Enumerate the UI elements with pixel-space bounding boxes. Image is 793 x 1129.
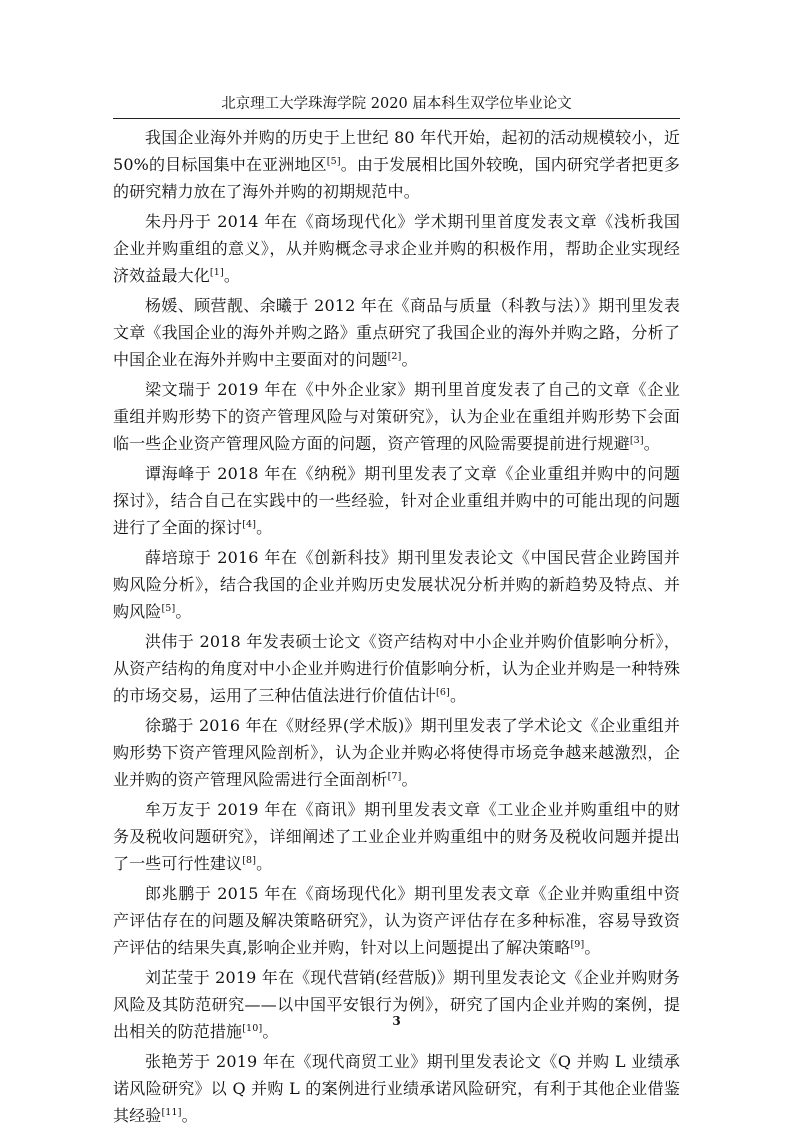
paragraph-text: 洪伟于 2018 年发表硕士论文《资产结构对中小企业并购价值影响分析》，从资产结构的角度对中小企业并购进行价值影响分析，认为企业并购是一种特殊的市场交易，运用了三种估值法进行价值估计 bbox=[113, 632, 680, 705]
citation-ref: [4] bbox=[242, 519, 257, 530]
paragraph-tail: 。由于发展相比国外较晚，国内研究学者把更多的研究精力放在了海外并购的初期规范中。 bbox=[113, 155, 680, 201]
paragraph-tail: 。 bbox=[584, 938, 601, 957]
paragraph-text: 牟万友于 2019 年在《商讯》期刊里发表文章《工业企业并购重组中的财务及税收问题研究》，详细阐述了工业企业并购重组中的财务及税收问题并提出了一些可行性建议 bbox=[113, 800, 680, 873]
citation-ref: [3] bbox=[629, 435, 644, 446]
paragraph bbox=[113, 796, 680, 877]
paragraph-tail: 。 bbox=[643, 434, 660, 453]
paragraph bbox=[113, 124, 680, 205]
citation-ref: [5] bbox=[326, 156, 341, 167]
page-number: 3 bbox=[392, 1014, 401, 1028]
paragraph bbox=[113, 964, 680, 1045]
paragraph-text: 杨媛、顾营靓、余曦于 2012 年在《商品与质量（科教与法）》期刊里发表文章《我国企业的海外并购之路》重点研究了我国企业的海外并购之路，分析了中国企业在海外并购中主要面对的问题 bbox=[113, 296, 680, 369]
paragraph bbox=[113, 208, 680, 289]
paragraph-tail: 。 bbox=[175, 602, 192, 621]
paragraph-tail: 。 bbox=[223, 266, 240, 285]
citation-ref: [9] bbox=[570, 939, 585, 950]
paragraph-text: 张艳芳于 2019 年在《现代商贸工业》期刊里发表论文《Q 并购 L 业绩承诺风险研究》以 Q 并购 L 的案例进行业绩承诺风险研究，有利于其他企业借鉴其经验 bbox=[113, 1052, 680, 1125]
citation-ref: [11] bbox=[161, 1107, 182, 1118]
paragraph-text: 徐璐于 2016 年在《财经界(学术版)》期刊里发表了学术论文《企业重组并购形势下资产管理风险剖析》，认为企业并购必将使得市场竞争越来越激烈，企业并购的资产管理风险需进行全面剖析 bbox=[113, 716, 680, 789]
citation-ref: [8] bbox=[242, 855, 257, 866]
citation-ref: [1] bbox=[209, 267, 224, 278]
paragraph bbox=[113, 376, 680, 457]
paragraph-text: 谭海峰于 2018 年在《纳税》期刊里发表了文章《企业重组并购中的问题探讨》，结合自己在实践中的一些经验，针对企业重组并购中的可能出现的问题进行了全面的探讨 bbox=[113, 464, 680, 537]
citation-ref: [10] bbox=[242, 1023, 263, 1034]
paragraph-text: 我国企业海外并购的历史于上世纪 80 年代开始，起初的活动规模较小，近 50%的目标国集中在亚洲地区 bbox=[113, 128, 680, 174]
paragraph-tail: 。 bbox=[401, 350, 418, 369]
citation-ref: [7] bbox=[387, 771, 402, 782]
paragraph-tail: 。 bbox=[401, 770, 418, 789]
paragraph-tail: 。 bbox=[262, 1022, 279, 1041]
paragraph-text: 朱丹丹于 2014 年在《商场现代化》学术期刊里首度发表文章《浅析我国企业并购重组的意义》，从并购概念寻求企业并购的积极作用，帮助企业实现经济效益最大化 bbox=[113, 212, 680, 285]
paragraph bbox=[113, 712, 680, 793]
paragraph-tail: 。 bbox=[256, 518, 273, 537]
paragraph bbox=[113, 544, 680, 625]
citation-ref: [2] bbox=[387, 351, 402, 362]
paragraph bbox=[113, 460, 680, 541]
paragraph bbox=[113, 880, 680, 961]
paragraph bbox=[113, 628, 680, 709]
paragraph-tail: 。 bbox=[256, 854, 273, 873]
citation-ref: [6] bbox=[436, 687, 450, 698]
body-text bbox=[113, 124, 680, 1129]
paragraph-tail: 。 bbox=[181, 1106, 198, 1125]
paragraph bbox=[113, 292, 680, 373]
running-header: 北京理工大学珠海学院 2020 届本科生双学位毕业论文 bbox=[113, 93, 680, 119]
paragraph bbox=[113, 1048, 680, 1129]
paragraph-text: 刘芷莹于 2019 年在《现代营销(经营版)》期刊里发表论文《企业并购财务风险及其防范研究——以中国平安银行为例》，研究了国内企业并购的案例，提出相关的防范措施 bbox=[113, 968, 680, 1041]
paragraph-text: 郎兆鹏于 2015 年在《商场现代化》期刊里发表文章《企业并购重组中资产评估存在的问题及解决策略研究》，认为资产评估存在多种标准，容易导致资产评估的结果失真,影响企业并购，针对以上问题提出了解决策略 bbox=[113, 884, 680, 957]
paragraph-text: 梁文瑞于 2019 年在《中外企业家》期刊里首度发表了自己的文章《企业重组并购形势下的资产管理风险与对策研究》，认为企业在重组并购形势下会面临一些企业资产管理风险方面的问题，资产管理的风险需要提前进行规避 bbox=[113, 380, 680, 453]
paragraph-tail: 。 bbox=[449, 686, 467, 705]
citation-ref: [5] bbox=[161, 603, 176, 614]
paragraph-text: 薛培琼于 2016 年在《创新科技》期刊里发表论文《中国民营企业跨国并购风险分析》，结合我国的企业并购历史发展状况分析并购的新趋势及特点、并购风险 bbox=[113, 548, 680, 621]
